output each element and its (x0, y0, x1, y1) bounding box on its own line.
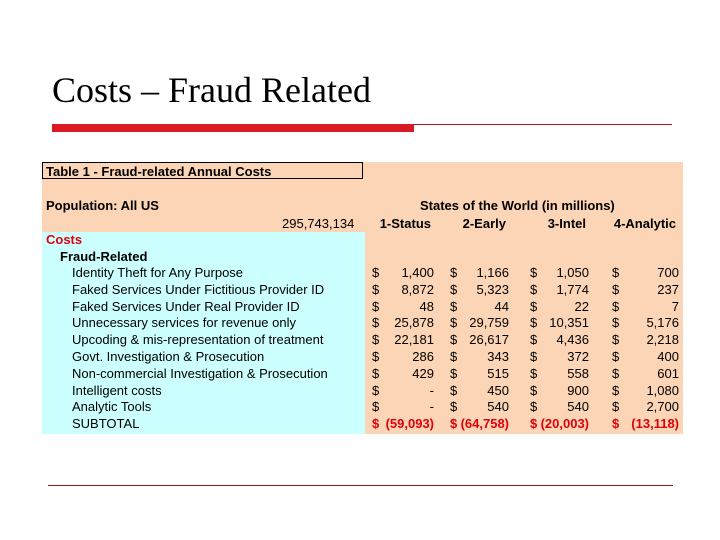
subtotal-value: (59,093) (385, 416, 434, 432)
currency-symbol: $ (530, 265, 538, 280)
row-label: Non-commercial Investigation & Prosecution (72, 365, 328, 381)
currency-symbol: $ (372, 265, 380, 280)
currency-symbol: $ (450, 315, 458, 331)
currency-symbol: $ (530, 365, 538, 381)
currency-symbol: $ (372, 281, 380, 297)
population-value: 295,743,134 (282, 216, 355, 231)
currency-symbol: $ (612, 382, 620, 398)
subtotal-label: SUBTOTAL (72, 416, 140, 432)
cell-value: 558 (567, 365, 589, 381)
cell-value: 26,617 (469, 332, 509, 348)
cell-value: 700 (657, 265, 679, 280)
row-label: Govt. Investigation & Prosecution (72, 349, 265, 364)
currency-symbol: $ (450, 399, 458, 415)
currency-symbol: $ (372, 382, 380, 398)
cell-value: 22 (574, 298, 589, 314)
table-title: Table 1 - Fraud-related Annual Costs (46, 164, 272, 179)
cell-value: 29,759 (469, 315, 509, 331)
row-label: Unnecessary services for revenue only (72, 315, 296, 331)
cell-value: 4,436 (556, 332, 589, 348)
currency-symbol: $ (530, 416, 538, 432)
currency-symbol: $ (450, 382, 458, 398)
currency-symbol: $ (450, 281, 458, 297)
cell-value: 343 (487, 349, 509, 364)
currency-symbol: $ (372, 365, 380, 381)
currency-symbol: $ (450, 265, 458, 280)
cell-value: 2,700 (646, 399, 679, 415)
subtotal-value: (20,003) (540, 416, 589, 432)
section-fraud-related: Fraud-Related (60, 249, 148, 264)
column-header-2: 2-Early (462, 216, 506, 231)
column-header-1: 1-Status (379, 216, 431, 231)
currency-symbol: $ (530, 399, 538, 415)
slide-title: Costs – Fraud Related (52, 70, 371, 110)
row-label: Faked Services Under Fictitious Provider ID (72, 281, 325, 297)
row-label: Faked Services Under Real Provider ID (72, 298, 300, 314)
cell-value: 1,080 (646, 382, 679, 398)
currency-symbol: $ (372, 349, 380, 364)
currency-symbol: $ (530, 332, 538, 348)
cell-value: 44 (494, 298, 509, 314)
states-header: States of the World (in millions) (420, 198, 615, 213)
cell-value: 2,218 (646, 332, 679, 348)
cell-value: 450 (487, 382, 509, 398)
cell-value: 900 (567, 382, 589, 398)
cell-value: 7 (671, 298, 679, 314)
currency-symbol: $ (530, 281, 538, 297)
fraud-costs-table (42, 162, 683, 434)
currency-symbol: $ (450, 349, 458, 364)
currency-symbol: $ (612, 365, 620, 381)
cell-value: - (429, 382, 434, 398)
currency-symbol: $ (450, 416, 458, 432)
cell-value: 601 (657, 365, 679, 381)
currency-symbol: $ (450, 332, 458, 348)
cell-value: 372 (567, 349, 589, 364)
cell-value: 237 (657, 281, 679, 297)
currency-symbol: $ (530, 382, 538, 398)
cell-value: 5,323 (476, 281, 509, 297)
cell-value: 1,400 (401, 265, 434, 280)
currency-symbol: $ (450, 298, 458, 314)
cell-value: 48 (419, 298, 434, 314)
currency-symbol: $ (612, 265, 620, 280)
currency-symbol: $ (612, 315, 620, 331)
row-label: Upcoding & mis-representation of treatment (72, 332, 324, 348)
cell-value: 540 (567, 399, 589, 415)
currency-symbol: $ (612, 332, 620, 348)
cell-value: 1,166 (476, 265, 509, 280)
row-label: Intelligent costs (72, 382, 162, 398)
row-label: Analytic Tools (72, 399, 152, 415)
section-costs: Costs (46, 232, 83, 247)
column-header-3: 3-Intel (547, 216, 586, 231)
cell-value: 1,774 (556, 281, 589, 297)
currency-symbol: $ (530, 298, 538, 314)
row-label: Identity Theft for Any Purpose (72, 265, 244, 280)
currency-symbol: $ (530, 349, 538, 364)
subtotal-value: (64,758) (460, 416, 509, 432)
cell-value: 286 (412, 349, 434, 364)
cell-value: 8,872 (401, 281, 434, 297)
table-title-box (42, 162, 363, 179)
currency-symbol: $ (530, 315, 538, 331)
cell-value: 10,351 (549, 315, 589, 331)
currency-symbol: $ (372, 399, 380, 415)
cell-value: 515 (487, 365, 509, 381)
currency-symbol: $ (372, 315, 380, 331)
currency-symbol: $ (612, 298, 620, 314)
title-accent-bar (52, 124, 414, 132)
currency-symbol: $ (612, 416, 620, 432)
currency-symbol: $ (612, 349, 620, 364)
cell-value: 540 (487, 399, 509, 415)
cell-value: 25,878 (394, 315, 434, 331)
cell-value: 1,050 (556, 265, 589, 280)
currency-symbol: $ (372, 298, 380, 314)
cell-value: 400 (657, 349, 679, 364)
subtotal-value: (13,118) (631, 416, 679, 432)
currency-symbol: $ (372, 416, 380, 432)
cell-value: 22,181 (394, 332, 434, 348)
bottom-rule (48, 485, 673, 486)
cell-value: 429 (412, 365, 434, 381)
currency-symbol: $ (612, 399, 620, 415)
currency-symbol: $ (450, 365, 458, 381)
cell-value: - (429, 399, 434, 415)
population-label: Population: All US (46, 198, 159, 213)
currency-symbol: $ (372, 332, 380, 348)
cell-value: 5,176 (646, 315, 679, 331)
currency-symbol: $ (612, 281, 620, 297)
column-header-4: 4-Analytic (613, 216, 676, 231)
